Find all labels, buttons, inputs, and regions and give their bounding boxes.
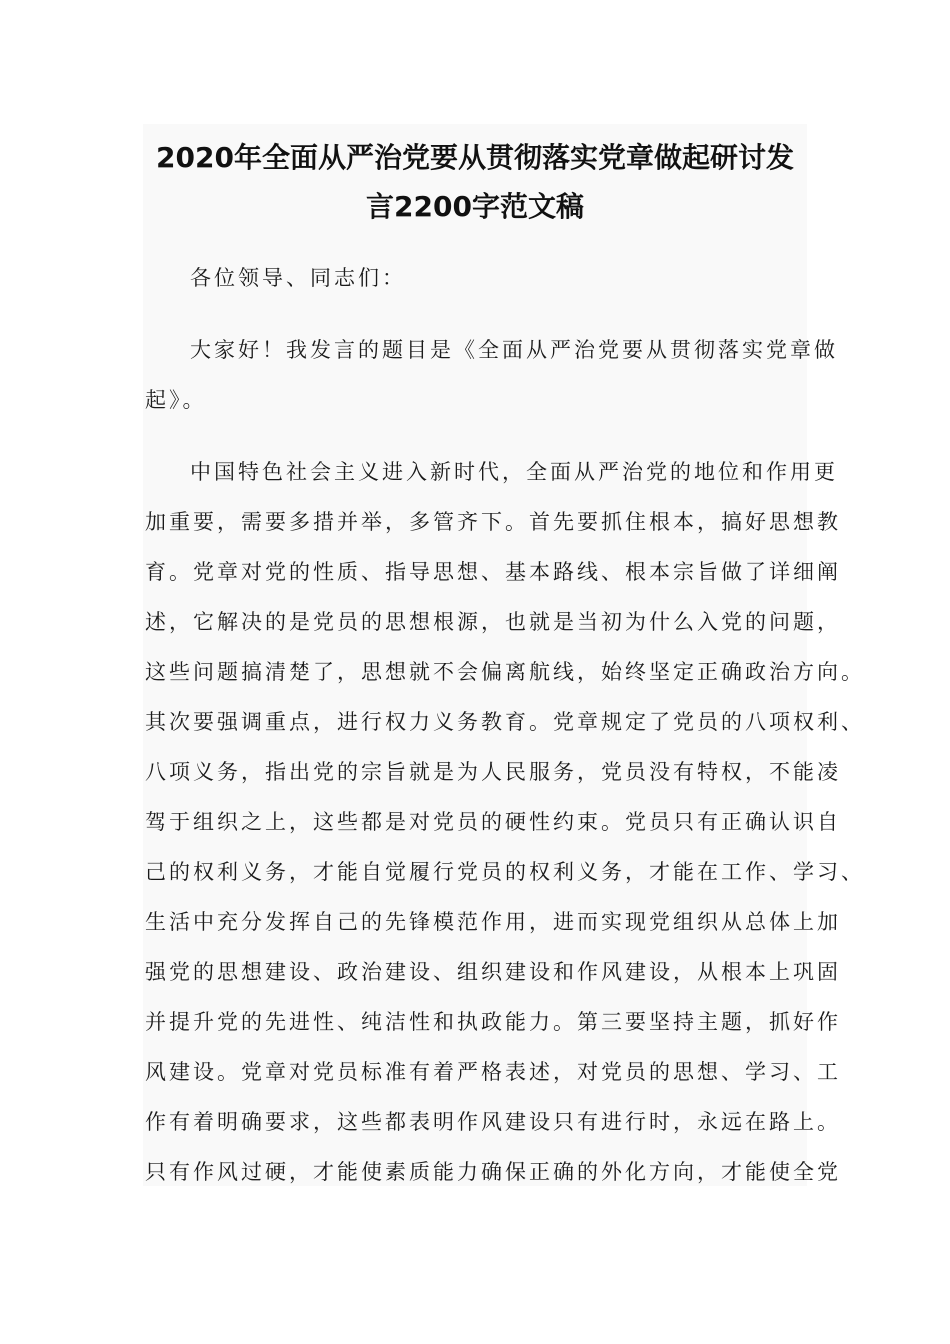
paragraph-2-line: 驾于组织之上，这些都是对党员的硬性约束。党员只有正确认识自 (145, 810, 841, 834)
title-line-1: 2020年全面从严治党要从贯彻落实党章做起研讨发 (156, 141, 794, 174)
paragraph-2-line: 其次要强调重点，进行权力义务教育。党章规定了党员的八项权利、 (145, 710, 865, 734)
paragraph-2-line: 并提升党的先进性、纯洁性和执政能力。第三要坚持主题，抓好作 (145, 1010, 841, 1034)
salutation: 各位领导、同志们： (190, 266, 406, 290)
paragraph-2-line: 强党的思想建设、政治建设、组织建设和作风建设，从根本上巩固 (145, 960, 841, 984)
paragraph-2-line: 加重要，需要多措并举，多管齐下。首先要抓住根本，搞好思想教 (145, 510, 841, 534)
paragraph-2-line: 风建设。党章对党员标准有着严格表述，对党员的思想、学习、工 (145, 1060, 841, 1084)
paragraph-2-line: 生活中充分发挥自己的先锋模范作用，进而实现党组织从总体上加 (145, 910, 841, 934)
title-line-2: 言2200字范文稿 (366, 190, 584, 223)
paragraph-2-line: 只有作风过硬，才能使素质能力确保正确的外化方向，才能使全党 (145, 1160, 841, 1184)
paragraph-2-line: 作有着明确要求，这些都表明作风建设只有进行时，永远在路上。 (145, 1110, 841, 1134)
paragraph-2-line: 这些问题搞清楚了，思想就不会偏离航线，始终坚定正确政治方向。 (145, 660, 865, 684)
paragraph-2-line: 己的权利义务，才能自觉履行党员的权利义务，才能在工作、学习、 (145, 860, 865, 884)
paragraph-2-line: 八项义务，指出党的宗旨就是为人民服务，党员没有特权，不能凌 (145, 760, 841, 784)
paragraph-1-line: 起》。 (145, 388, 207, 412)
paragraph-1-line: 大家好！我发言的题目是《全面从严治党要从贯彻落实党章做 (190, 338, 838, 362)
paragraph-2-line: 述，它解决的是党员的思想根源，也就是当初为什么入党的问题， (145, 610, 841, 634)
paragraph-2-line: 中国特色社会主义进入新时代，全面从严治党的地位和作用更 (190, 460, 838, 484)
paragraph-2-line: 育。党章对党的性质、指导思想、基本路线、根本宗旨做了详细阐 (145, 560, 841, 584)
